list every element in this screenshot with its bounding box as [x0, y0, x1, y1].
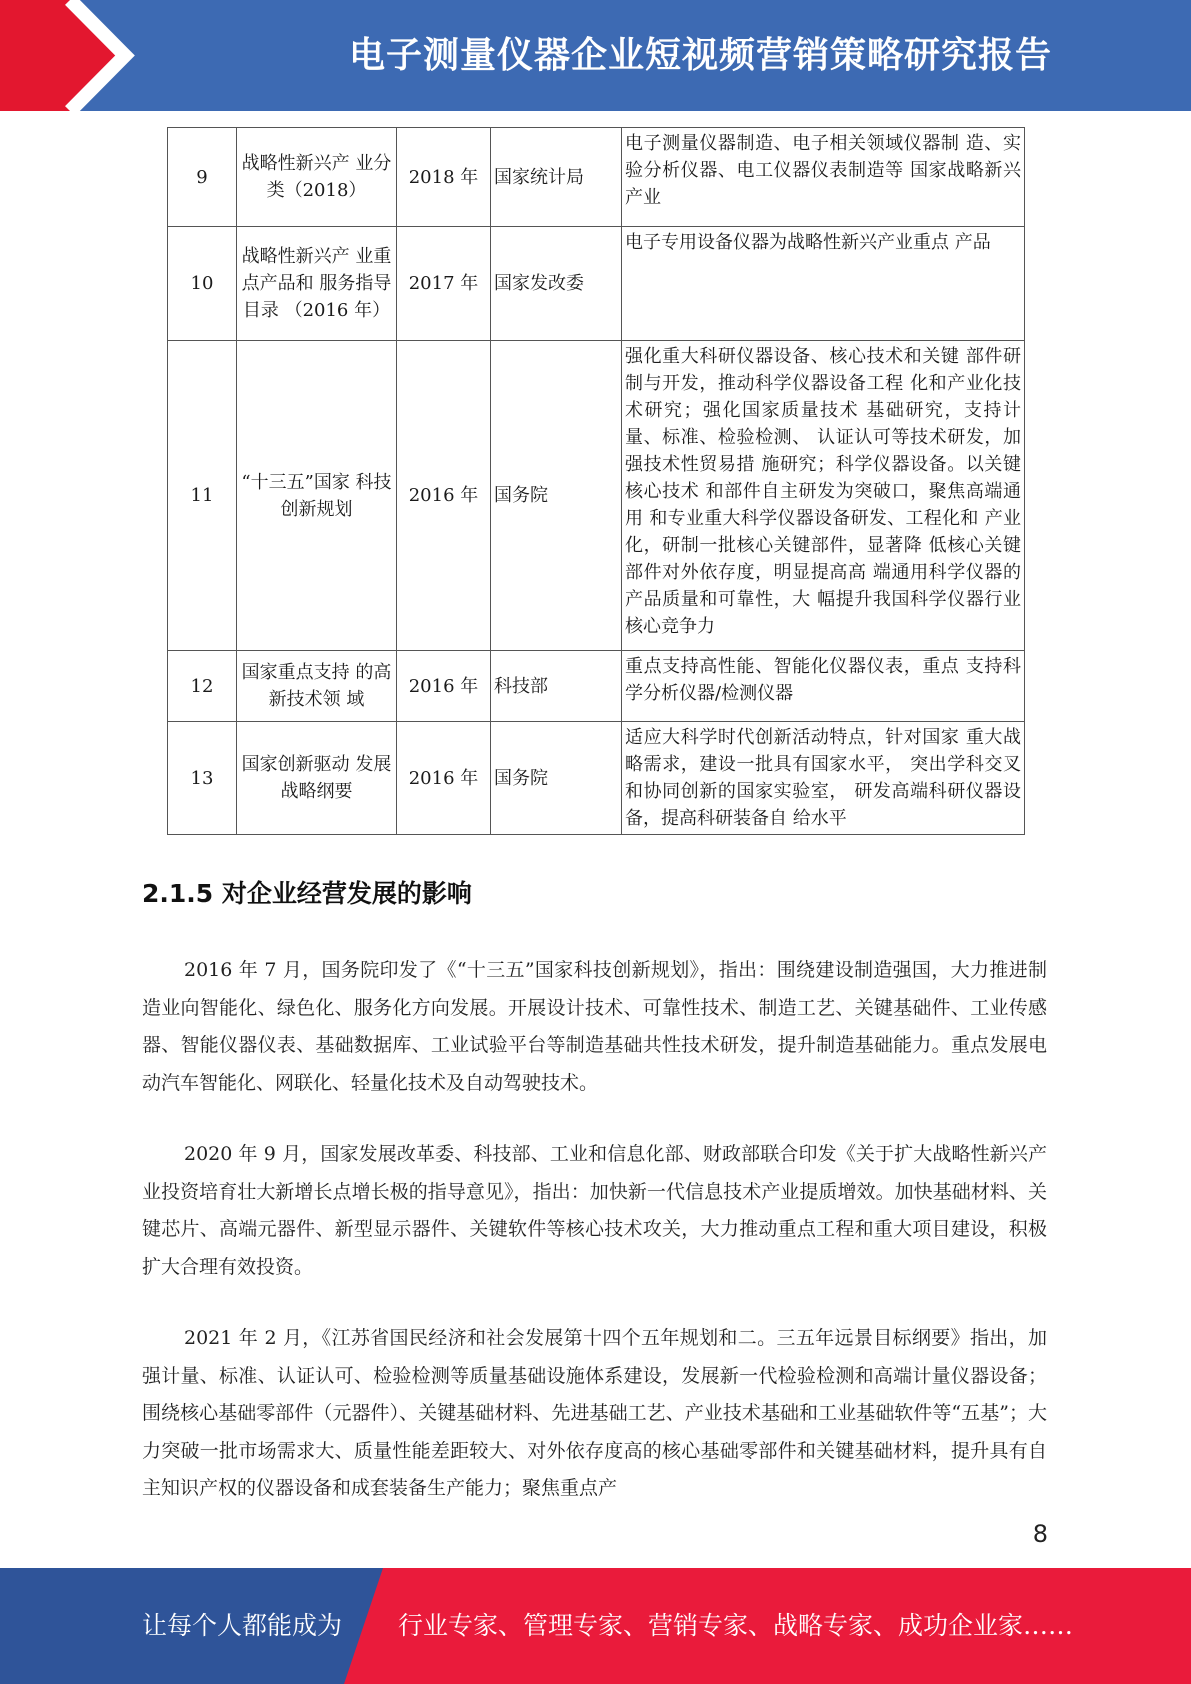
page-header [0, 0, 1191, 111]
table-row [168, 227, 1025, 341]
row-number: 12 [168, 651, 237, 722]
table-row [168, 341, 1025, 651]
policy-description: 电子测量仪器制造、电子相关领域仪器制 造、实验分析仪器、电工仪器仪表制造等 国家战略新兴产业 [622, 128, 1025, 227]
page-footer [0, 1568, 1191, 1684]
policy-description: 强化重大科研仪器设备、核心技术和关键 部件研制与开发，推动科学仪器设备工程 化和产业化技术研究；强化国家质量技术 基础研究，支持计量、标准、检验检测、 认证认可等技术研发，加强技术性贸易措 施研究；科学仪器设备。以关键核心技术 和部件自主研发为突破口，聚焦高端通用 和专业重大科学仪器设备研发、工程化和 产业化，研制一批核心关键部件，显著降 低核心关键部件对外依存度，明显提高高 端通用科学仪器的产品质量和可靠性，大 幅提升我国科学仪器行业核心竞争力 [625, 346, 1021, 637]
row-number: 13 [168, 722, 237, 835]
table-row [168, 651, 1025, 722]
policy-year: 2017 年 [397, 227, 491, 341]
policy-name: 国家重点支持 的高新技术领 域 [237, 651, 397, 722]
policy-year: 2016 年 [397, 651, 491, 722]
policy-name: 国家创新驱动 发展战略纲要 [237, 722, 397, 835]
table-row [168, 722, 1025, 835]
header-arrow-icon [0, 0, 160, 111]
issuing-agency: 国务院 [491, 722, 622, 835]
policy-description: 重点支持高性能、智能化仪器仪表，重点 支持科学分析仪器/检测仪器 [622, 651, 1025, 722]
policy-description: 电子专用设备仪器为战略性新兴产业重点 产品 [622, 227, 1025, 341]
issuing-agency: 国务院 [491, 341, 622, 651]
policy-name: 战略性新兴产 业重点产品和 服务指导目录 （2016 年） [237, 227, 397, 341]
policy-year: 2016 年 [397, 341, 491, 651]
policy-description-cell [622, 341, 1025, 651]
row-number: 10 [168, 227, 237, 341]
arrow-shape [0, 0, 125, 111]
row-number: 11 [168, 341, 237, 651]
table-row [168, 128, 1025, 227]
policy-description: 适应大科学时代创新活动特点，针对国家 重大战略需求，建设一批具有国家水平， 突出学科交叉和协同创新的国家实验室， 研发高端科研仪器设备，提高科研装备自 给水平 [622, 722, 1025, 835]
footer-slogan-right: 行业专家、管理专家、营销专家、战略专家、成功企业家…… [398, 1611, 1074, 1640]
report-title: 电子测量仪器企业短视频营销策略研究报告 [348, 35, 1052, 76]
body-paragraph: 2020 年 9 月，国家发展改革委、科技部、工业和信息化部、财政部联合印发《关于扩大战略性新兴产业投资培育壮大新增长点增长极的指导意见》，指出：加快新一代信息技术产业提质增效。加快基础材料、关键芯片、高端元器件、新型显示器件、关键软件等核心技术攻关，大力推动重点工程和重大项目建设，积极扩大合理有效投资。 [142, 1143, 1047, 1278]
footer-slogan-left: 让每个人都能成为 [142, 1611, 343, 1640]
row-number: 9 [168, 128, 237, 227]
body-paragraph: 2016 年 7 月，国务院印发了《“十三五”国家科技创新规划》，指出：围绕建设制造强国，大力推进制造业向智能化、绿色化、服务化方向发展。开展设计技术、可靠性技术、制造工艺、关键基础件、工业传感器、智能仪器仪表、基础数据库、工业试验平台等制造基础共性技术研发，提升制造基础能力。重点发展电动汽车智能化、网联化、轻量化技术及自动驾驶技术。 [142, 959, 1047, 1094]
section-heading: 2.1.5 对企业经营发展的影响 [142, 879, 472, 908]
issuing-agency: 国家发改委 [491, 227, 622, 341]
policy-table [167, 127, 1025, 835]
issuing-agency: 国家统计局 [491, 128, 622, 227]
issuing-agency: 科技部 [491, 651, 622, 722]
policy-year: 2018 年 [397, 128, 491, 227]
policy-name: 战略性新兴产 业分类（2018） [237, 128, 397, 227]
page-number: 8 [1032, 1520, 1048, 1548]
policy-year: 2016 年 [397, 722, 491, 835]
body-paragraph: 2021 年 2 月，《江苏省国民经济和社会发展第十四个五年规划和二。三五年远景目标纲要》指出，加强计量、标准、认证认可、检验检测等质量基础设施体系建设，发展新一代检验检测和高端计量仪器设备；围绕核心基础零部件（元器件）、关键基础材料、先进基础工艺、产业技术基础和工业基础软件等“五基”；大力突破一批市场需求大、质量性能差距较大、对外依存度高的核心基础零部件和关键基础材料，提升具有自主知识产权的仪器设备和成套装备生产能力；聚焦重点产 [142, 1327, 1047, 1499]
policy-name: “十三五”国家 科技创新规划 [237, 341, 397, 651]
